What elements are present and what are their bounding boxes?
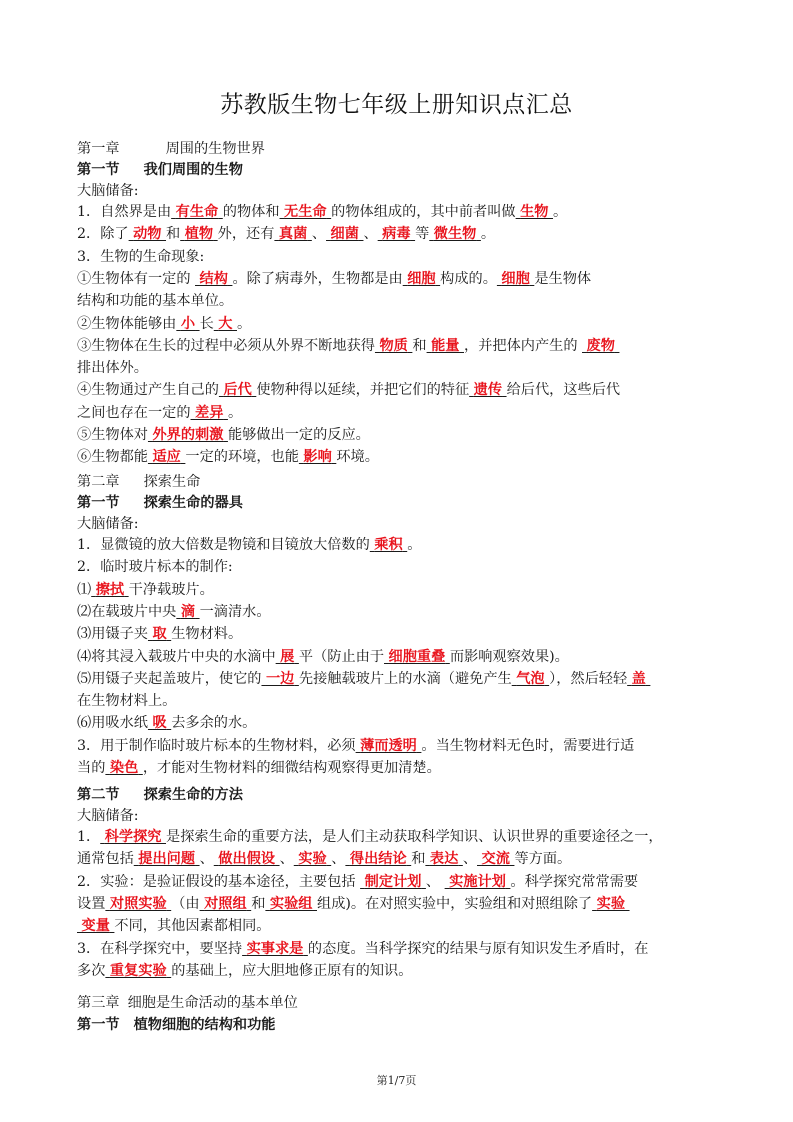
answer-blank: 能量 <box>431 337 460 354</box>
section-label: 第一节 <box>77 1017 120 1033</box>
chapter-3-heading <box>77 993 722 1013</box>
line-text: 和 <box>411 851 426 868</box>
line-text: 、 <box>311 226 327 243</box>
answer-blank: 实验组 <box>269 895 313 912</box>
answer-blank: 盖 <box>631 670 646 687</box>
line-text: ②生物体能够由 <box>77 315 177 332</box>
line-text: 。 <box>227 404 243 421</box>
section-label: 第二节 <box>77 787 120 803</box>
answer-blank: 物质 <box>379 337 408 354</box>
line-text: 。 <box>407 537 422 553</box>
line-text: 2．实验：是验证假设的基本途径，主要包括 <box>77 873 361 890</box>
answer-blank: 取 <box>152 626 167 643</box>
line-text: 平（防止由于 <box>298 648 385 665</box>
line-text: 、 <box>363 226 378 243</box>
memo-label: 大脑储备: <box>77 183 139 199</box>
text-line <box>77 691 722 711</box>
section-label: 第一节 <box>77 162 120 178</box>
line-text: 干净载玻片。 <box>128 581 214 598</box>
answer-blank: 小 <box>180 315 196 332</box>
text-line <box>77 314 722 334</box>
section-label: 第一节 <box>77 495 120 511</box>
line-text: 构成的。 <box>440 270 497 287</box>
answer-blank: 无生命 <box>284 204 327 220</box>
line-text: 一定的环境，也能 <box>185 449 299 466</box>
text-line <box>77 358 722 378</box>
answer-blank: 细胞重叠 <box>388 648 446 665</box>
section-name: 植物细胞的结构和功能 <box>133 1017 276 1033</box>
text-line <box>77 713 722 733</box>
answer-blank: 影响 <box>303 449 332 466</box>
line-text: 设置 <box>77 895 106 912</box>
line-text: 排出体外。 <box>77 360 148 377</box>
memo-label: 大脑储备: <box>77 516 139 532</box>
line-text: 等 <box>415 226 430 243</box>
answer-blank: 外界的刺激 <box>152 427 224 443</box>
line-text: 、 <box>279 851 294 868</box>
text-line <box>77 535 722 555</box>
chapter-1-heading <box>77 139 722 159</box>
text-line <box>77 961 722 981</box>
line-text: 3．生物的生命现象: <box>77 248 205 265</box>
blank-underline <box>646 671 651 687</box>
line-text: 。 <box>480 226 496 243</box>
answer-blank: 细菌 <box>330 226 359 243</box>
chapter-2-heading <box>77 472 722 492</box>
text-line <box>77 380 722 400</box>
line-text: 的物体组成的，其中前者叫做 <box>331 204 516 220</box>
answer-blank: 病毒 <box>382 226 411 243</box>
text-line <box>77 624 722 644</box>
line-text: ③生物体在生长的过程中必须从外界不断地获得 <box>77 337 375 354</box>
answer-blank: 得出结论 <box>349 851 407 868</box>
line-text: 1． <box>77 829 101 845</box>
line-text: 长 <box>199 315 214 332</box>
section-name: 我们周围的生物 <box>143 162 243 178</box>
line-text: 生物材料。 <box>171 626 243 643</box>
answer-blank: 展 <box>280 648 295 665</box>
line-text: 是生物体 <box>534 270 592 287</box>
answer-blank: 变量 <box>81 918 110 935</box>
line-text: ⑤生物体对 <box>77 427 148 443</box>
answer-blank: 适应 <box>152 449 181 466</box>
chapter-name: 探索生命 <box>143 474 201 490</box>
answer-blank: 对照组 <box>204 895 247 912</box>
chapter-label: 第一章 <box>77 141 120 157</box>
memo-label: 大脑储备: <box>77 808 139 824</box>
answer-blank: 动物 <box>133 226 162 243</box>
text-line <box>77 827 722 847</box>
chapter-name: 细胞是生命活动的基本单位 <box>127 995 298 1011</box>
line-text: ⑶用镊子夹 <box>77 626 148 643</box>
line-text: 。除了病毒外，生物都是由 <box>232 270 403 287</box>
line-text: 。 <box>553 204 568 220</box>
line-text: 环境。 <box>336 449 379 466</box>
line-text: ④生物通过产生自己的 <box>77 382 219 399</box>
line-text: ⑹用吸水纸 <box>77 715 148 732</box>
answer-blank: 实验 <box>298 851 327 868</box>
line-text: 和 <box>251 895 266 912</box>
answer-blank: 真菌 <box>278 226 308 243</box>
line-text: （由 <box>171 895 200 912</box>
answer-blank: 表达 <box>429 851 459 868</box>
line-text: 和 <box>412 337 427 354</box>
text-line <box>77 557 722 577</box>
section-2-2-heading <box>77 785 722 805</box>
answer-blank: 制定计划 <box>364 873 422 890</box>
answer-blank: 乘积 <box>374 537 403 553</box>
answer-blank: 大 <box>218 315 233 332</box>
document-title: 苏教版生物七年级上册知识点汇总 <box>220 92 573 118</box>
text-line <box>77 224 722 244</box>
text-line <box>77 202 722 222</box>
text-line <box>77 602 722 622</box>
answer-blank: 微生物 <box>433 226 477 243</box>
text-line <box>77 269 722 289</box>
line-text: 不同，其他因素都相同。 <box>114 918 271 935</box>
answer-blank: 实验 <box>596 895 626 912</box>
answer-blank: 滴 <box>180 603 196 620</box>
line-text: 之间也存在一定的 <box>77 404 191 421</box>
blank-underline <box>615 338 620 354</box>
answer-blank: 遗传 <box>473 382 503 399</box>
text-line <box>77 916 722 936</box>
line-text: 等方面。 <box>514 851 572 868</box>
line-text: 2．除了 <box>77 226 129 243</box>
answer-blank: 重复实验 <box>109 962 167 979</box>
section-3-1-heading <box>77 1015 722 1035</box>
line-text: 外，还有 <box>217 226 275 243</box>
answer-blank: 染色 <box>109 760 139 776</box>
section-1-1-heading <box>77 160 722 180</box>
line-text: 1．自然界是由 <box>77 204 172 220</box>
line-text: 3．在科学探究中，要坚持 <box>77 940 243 957</box>
text-line <box>77 736 722 756</box>
text-line <box>77 894 722 914</box>
chapter-name: 周围的生物世界 <box>165 141 265 157</box>
text-line <box>77 447 722 467</box>
text-line <box>77 647 722 667</box>
text-line <box>77 336 722 356</box>
answer-blank: 实施计划 <box>449 873 506 890</box>
section-name: 探索生命的方法 <box>143 787 243 803</box>
section-2-1-heading <box>77 493 722 513</box>
text-line <box>77 580 722 600</box>
blank-underline <box>625 896 630 912</box>
line-text: ，才能对生物材料的细微结构观察得更加清楚。 <box>142 760 441 776</box>
line-text: 3．用于制作临时玻片标本的生物材料，必须 <box>77 737 356 754</box>
answer-blank: 细胞 <box>501 270 530 287</box>
answer-blank: 一边 <box>265 670 295 687</box>
line-text: 是探索生命的重要方法，是人们主动获取科学知识、认识世界的重要途径之一， <box>166 829 663 845</box>
line-text: 。科学探究常常需要 <box>510 873 639 890</box>
line-text: 使物种得以延续，并把它们的特征 <box>256 382 470 399</box>
line-text: 给后代，这些后代 <box>506 382 621 399</box>
answer-blank: 做出假设 <box>218 851 276 868</box>
text-line <box>77 291 722 311</box>
line-text: 和 <box>166 226 181 243</box>
text-line <box>77 247 722 267</box>
chapter-label: 第三章 <box>77 995 120 1011</box>
text-line <box>77 758 722 778</box>
line-text: 一滴清水。 <box>199 603 271 620</box>
answer-blank: 结构 <box>199 270 228 287</box>
page-number: 第1/7页 <box>376 1074 417 1087</box>
answer-blank: 交流 <box>481 851 510 868</box>
line-text: 。 <box>237 315 252 332</box>
line-text: ⑵在载玻片中央 <box>77 603 177 620</box>
line-text: 而影响观察效果)。 <box>449 648 569 665</box>
line-text: 、 <box>462 851 478 868</box>
line-text: 当的 <box>77 760 106 776</box>
answer-blank: 差异 <box>195 404 224 421</box>
line-text: 结构和功能的基本单位。 <box>77 293 234 310</box>
line-text: 、 <box>199 851 214 868</box>
line-text: ⑸用镊子夹起盖玻片，使它的 <box>77 670 262 687</box>
line-text: 多次 <box>77 962 106 979</box>
answer-blank: 废物 <box>586 337 615 354</box>
line-text: 在生物材料上。 <box>77 693 177 710</box>
answer-blank: 后代 <box>223 382 252 399</box>
line-text: ①生物体有一定的 <box>77 270 196 287</box>
answer-blank: 实事求是 <box>246 940 304 957</box>
answer-blank: 气泡 <box>516 670 545 687</box>
answer-blank: 提出问题 <box>138 851 196 868</box>
answer-blank: 擦拭 <box>95 581 125 598</box>
text-line <box>77 872 722 892</box>
line-text: ⑷将其浸入载玻片中央的水滴中 <box>77 648 276 665</box>
line-text: 先接触载玻片上的水滴（避免产生 <box>298 670 512 687</box>
section-name: 探索生命的器具 <box>143 495 243 511</box>
line-text: 去多余的水。 <box>171 715 257 732</box>
text-line <box>77 669 722 689</box>
answer-blank: 吸 <box>152 715 167 732</box>
line-text: ，并把体内产生的 <box>464 337 583 354</box>
line-text: ），然后轻轻 <box>549 670 628 687</box>
line-text: 的态度。当科学探究的结果与原有知识发生矛盾时，在 <box>307 940 649 957</box>
line-text: 、 <box>331 851 346 868</box>
answer-blank: 植物 <box>184 226 214 243</box>
text-line <box>77 403 722 423</box>
text-line <box>77 849 722 869</box>
answer-blank: 薄而透明 <box>360 737 417 754</box>
line-text: 通常包括 <box>77 851 134 868</box>
answer-blank: 细胞 <box>407 270 436 287</box>
text-line <box>77 939 722 959</box>
line-text: ⑥生物都能 <box>77 449 148 466</box>
answer-blank: 科学探究 <box>104 829 162 845</box>
line-text: 。当生物材料无色时，需要进行适 <box>421 737 635 754</box>
answer-blank: 有生命 <box>175 204 219 220</box>
line-text: ⑴ <box>77 581 92 598</box>
line-text: 1．显微镜的放大倍数是物镜和目镜放大倍数的 <box>77 537 370 553</box>
answer-blank: 生物 <box>520 204 549 220</box>
line-text: 能够做出一定的反应。 <box>227 427 370 443</box>
line-text: 组成)。在对照实验中，实验组和对照组除了 <box>317 895 593 912</box>
answer-blank: 对照实验 <box>109 895 167 912</box>
line-text: 的物体和 <box>222 204 280 220</box>
chapter-label: 第二章 <box>77 474 120 490</box>
line-text: 的基础上，应大胆地修正原有的知识。 <box>171 962 413 979</box>
line-text: 、 <box>425 873 445 890</box>
line-text: 2．临时玻片标本的制作: <box>77 559 233 576</box>
text-line <box>77 425 722 445</box>
